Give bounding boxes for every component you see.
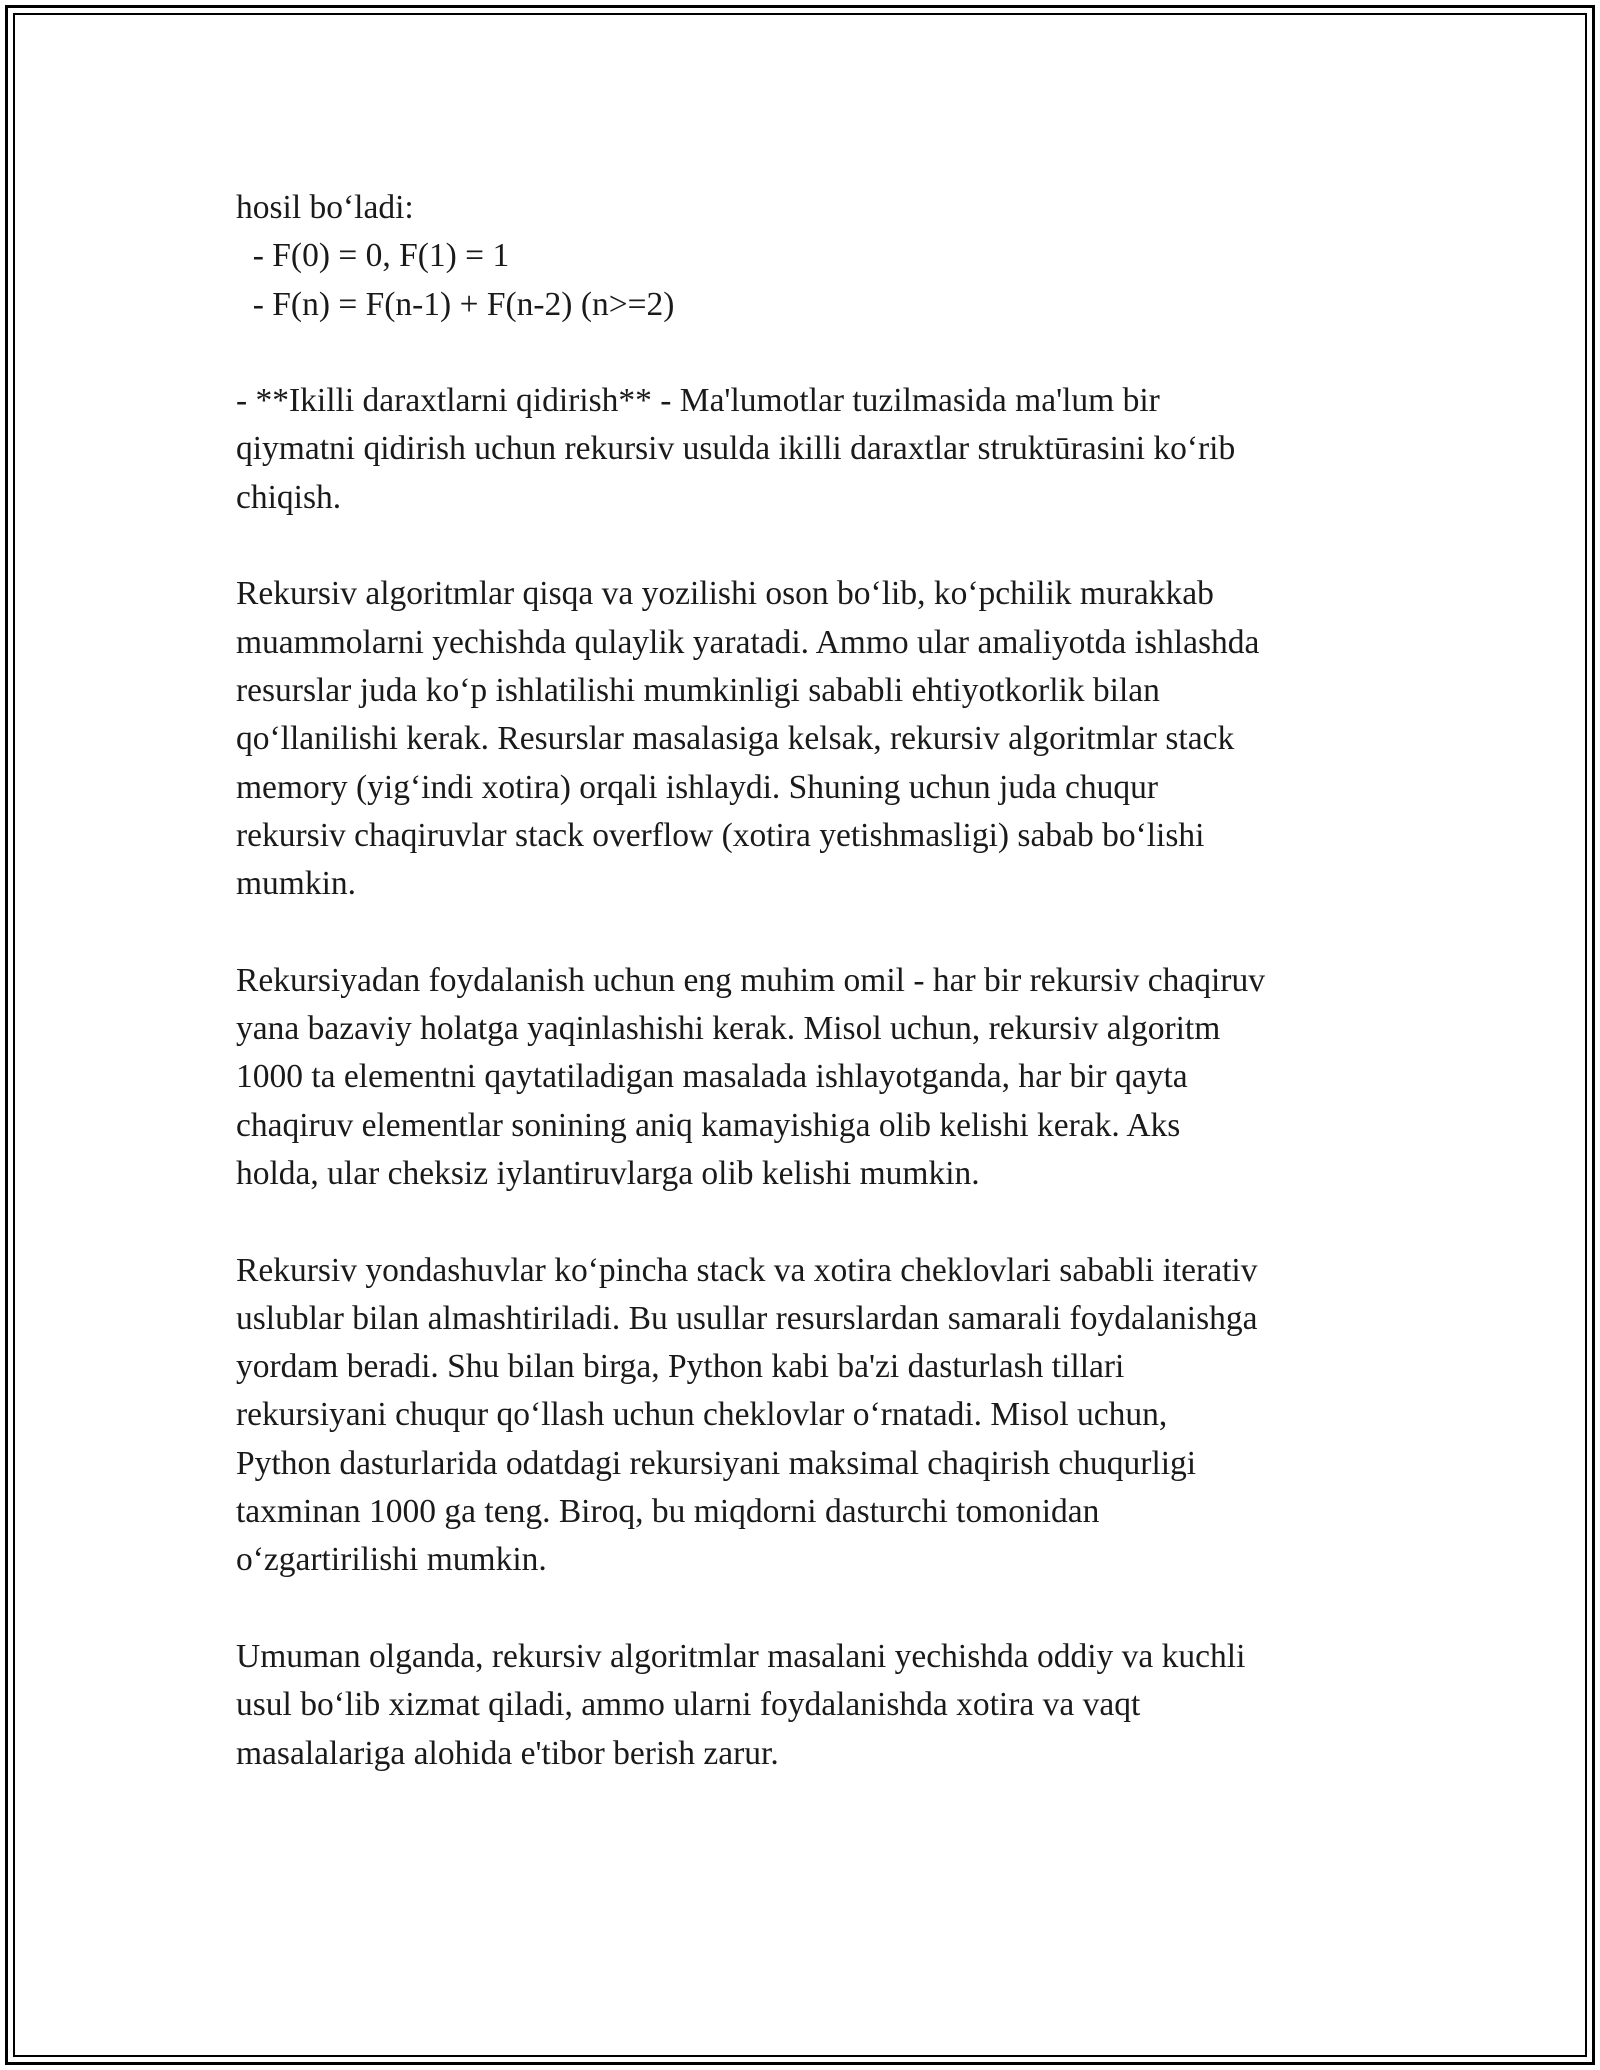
text-line: qo‘llanilishi kerak. Resurslar masalasiga kelsak, rekursiv algoritmlar stack	[236, 720, 1235, 758]
paragraph-3	[236, 570, 1396, 908]
paragraph-gap	[236, 522, 1396, 570]
text-line: Rekursiv algoritmlar qisqa va yozilishi oson bo‘lib, ko‘pchilik murakkab	[236, 575, 1214, 613]
text-line: memory (yig‘indi xotira) orqali ishlaydi. Shuning uchun juda chuqur	[236, 768, 1159, 806]
text-line: yordam beradi. Shu bilan birga, Python kabi ba'zi dasturlash tillari	[236, 1348, 1125, 1386]
paragraph-6	[236, 1633, 1396, 1778]
paragraph-gap	[236, 908, 1396, 956]
text-line: Umuman olganda, rekursiv algoritmlar masalani yechishda oddiy va kuchli	[236, 1637, 1246, 1675]
text-line: rekursiv chaqiruvlar stack overflow (xotira yetishmasligi) sabab bo‘lishi	[236, 816, 1205, 854]
text-line: - F(n) = F(n-1) + F(n-2) (n>=2)	[236, 285, 675, 323]
text-line: yana bazaviy holatga yaqinlashishi kerak. Misol uchun, rekursiv algoritm	[236, 1010, 1221, 1048]
text-line: hosil bo‘ladi:	[236, 189, 414, 226]
paragraph-4	[236, 957, 1396, 1198]
text-line: resurslar juda ko‘p ishlatilishi mumkinligi sababli ehtiyotkorlik bilan	[236, 671, 1160, 709]
text-line: taxminan 1000 ga teng. Biroq, bu miqdorni dasturchi tomonidan	[236, 1493, 1100, 1531]
text-line: Python dasturlarida odatdagi rekursiyani maksimal chaqirish chuqurligi	[236, 1444, 1197, 1482]
paragraph-gap	[236, 1585, 1396, 1633]
paragraph-gap	[236, 329, 1396, 377]
text-line: qiymatni qidirish uchun rekursiv usulda ikilli daraxtlar struktūrasini ko‘rib	[236, 430, 1236, 468]
paragraph-1	[236, 184, 1396, 329]
document-body	[236, 184, 1396, 1778]
paragraph-gap	[236, 1198, 1396, 1246]
text-line: chaqiruv elementlar sonining aniq kamayishiga olib kelishi kerak. Aks	[236, 1106, 1181, 1144]
text-line: holda, ular cheksiz iylantiruvlarga olib kelishi mumkin.	[236, 1154, 980, 1192]
text-line: Rekursiv yondashuvlar ko‘pincha stack va xotira cheklovlari sababli iterativ	[236, 1251, 1258, 1289]
text-line: usul bo‘lib xizmat qiladi, ammo ularni foydalanishda xotira va vaqt	[236, 1686, 1141, 1724]
text-line: - **Ikilli daraxtlarni qidirish** - Ma'lumotlar tuzilmasida ma'lum bir	[236, 382, 1160, 420]
text-line: o‘zgartirilishi mumkin.	[236, 1541, 547, 1579]
text-line: muammolarni yechishda qulaylik yaratadi. Ammo ular amaliyotda ishlashda	[236, 623, 1260, 661]
text-line: Rekursiyadan foydalanish uchun eng muhim omil - har bir rekursiv chaqiruv	[236, 961, 1265, 999]
text-line: chiqish.	[236, 478, 342, 516]
text-line: masalalariga alohida e'tibor berish zarur.	[236, 1734, 779, 1772]
text-line: mumkin.	[236, 865, 357, 903]
text-line: rekursiyani chuqur qo‘llash uchun cheklovlar o‘rnatadi. Misol uchun,	[236, 1396, 1168, 1434]
text-line: - F(0) = 0, F(1) = 1	[236, 237, 510, 275]
paragraph-2	[236, 377, 1396, 522]
text-line: 1000 ta elementni qaytatiladigan masalada ishlayotganda, har bir qayta	[236, 1058, 1188, 1096]
paragraph-5	[236, 1247, 1396, 1585]
text-line: uslublar bilan almashtiriladi. Bu usullar resurslardan samarali foydalanishga	[236, 1299, 1258, 1337]
